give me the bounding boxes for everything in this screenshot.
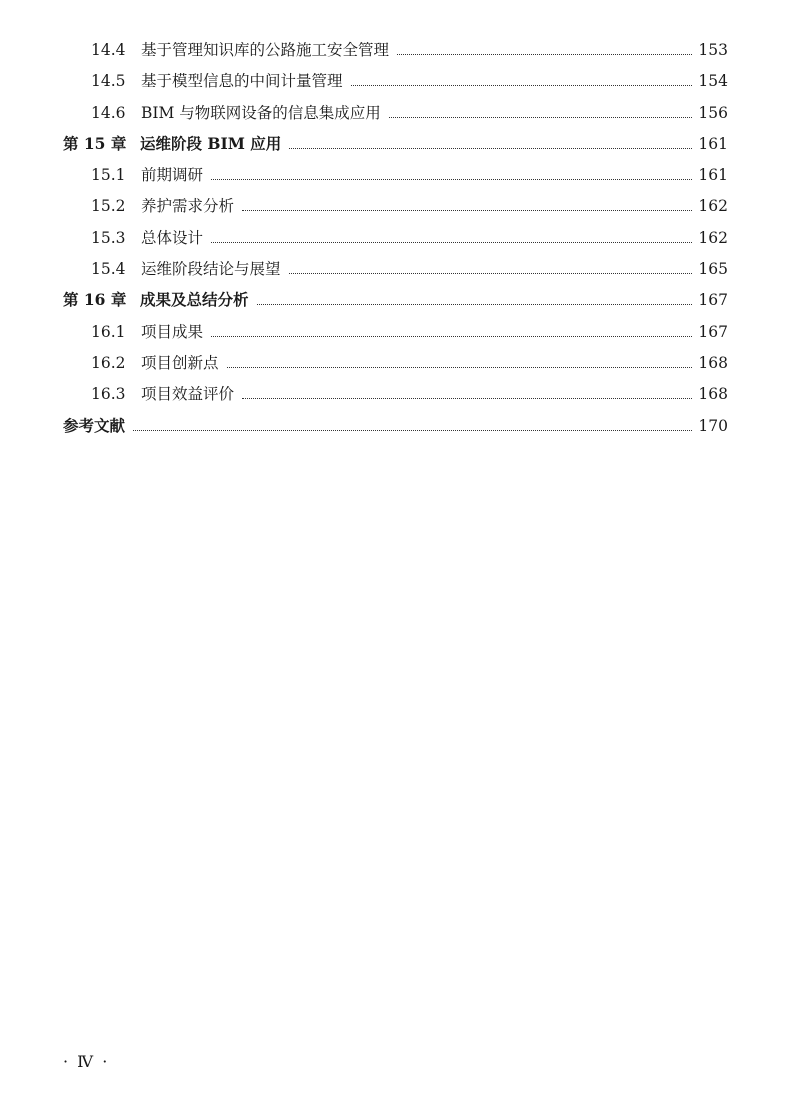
toc-entry-title: BIM 与物联网设备的信息集成应用 [141, 103, 381, 122]
toc-chapter-number: 第 15 章 [63, 133, 127, 153]
toc-entry-number: 16.1 [91, 322, 126, 341]
toc-chapter-title: 成果及总结分析 [140, 290, 249, 310]
toc-entry[interactable] [63, 101, 728, 132]
toc-entry-page: 161 [698, 166, 728, 185]
toc-entry[interactable] [63, 69, 728, 100]
dot-leader [257, 304, 692, 305]
toc-entry-number: 14.6 [91, 103, 126, 122]
toc-entry[interactable] [63, 320, 728, 351]
toc-entry-title: 前期调研 [141, 166, 204, 185]
toc-references-title: 参考文献 [63, 415, 126, 435]
toc-entry-title: 项目创新点 [141, 353, 219, 372]
toc-entry-title: 基于模型信息的中间计量管理 [141, 72, 343, 91]
toc-entry-page: 167 [698, 322, 728, 341]
table-of-contents [63, 38, 728, 445]
toc-chapter-entry[interactable] [63, 288, 728, 319]
toc-entry-title: 总体设计 [141, 228, 204, 247]
toc-chapter-number: 第 16 章 [63, 290, 127, 310]
toc-entry-number: 15.2 [91, 197, 126, 216]
toc-chapter-page: 161 [698, 134, 728, 153]
toc-entry-page: 162 [698, 197, 728, 216]
toc-entry-page: 165 [698, 260, 728, 279]
toc-entry-page: 153 [698, 41, 728, 59]
dot-leader [227, 367, 692, 368]
toc-entry-title: 基于管理知识库的公路施工安全管理 [141, 41, 390, 59]
toc-chapter-entry[interactable] [63, 132, 728, 163]
toc-entry[interactable] [63, 257, 728, 288]
toc-entry[interactable] [63, 226, 728, 257]
toc-entry-title: 项目成果 [141, 322, 204, 341]
dot-leader [242, 398, 692, 399]
toc-entry[interactable] [63, 163, 728, 194]
toc-entry[interactable] [63, 194, 728, 225]
dot-leader [289, 273, 692, 274]
toc-entry-number: 15.1 [91, 166, 126, 185]
toc-entry-number: 15.4 [91, 260, 126, 279]
toc-entry-page: 154 [698, 72, 728, 91]
dot-leader [133, 430, 692, 431]
toc-entry-title: 养护需求分析 [141, 197, 235, 216]
dot-leader [351, 85, 692, 86]
toc-entry-number: 14.5 [91, 72, 126, 91]
toc-references-page: 170 [698, 416, 728, 435]
toc-entry-page: 156 [698, 103, 728, 122]
toc-entry-page: 162 [698, 228, 728, 247]
toc-entry-page: 168 [698, 385, 728, 404]
dot-leader [242, 210, 692, 211]
dot-leader [211, 336, 692, 337]
dot-leader [397, 54, 692, 55]
toc-entry[interactable] [63, 382, 728, 413]
toc-entry-number: 16.3 [91, 385, 126, 404]
toc-entry-page: 168 [698, 353, 728, 372]
toc-chapter-page: 167 [698, 291, 728, 310]
page-number-footer: · Ⅳ · [63, 1052, 110, 1071]
toc-entry[interactable] [63, 351, 728, 382]
toc-entry-number: 16.2 [91, 353, 126, 372]
toc-chapter-title: 运维阶段 BIM 应用 [140, 133, 282, 153]
dot-leader [211, 179, 692, 180]
toc-entry-title: 运维阶段结论与展望 [141, 260, 281, 279]
toc-entry-title: 项目效益评价 [141, 385, 235, 404]
toc-entry-number: 14.4 [91, 41, 126, 59]
toc-entry[interactable] [63, 38, 728, 69]
dot-leader [289, 148, 692, 149]
dot-leader [211, 242, 692, 243]
toc-references-entry[interactable] [63, 414, 728, 445]
dot-leader [389, 117, 692, 118]
toc-entry-number: 15.3 [91, 228, 126, 247]
